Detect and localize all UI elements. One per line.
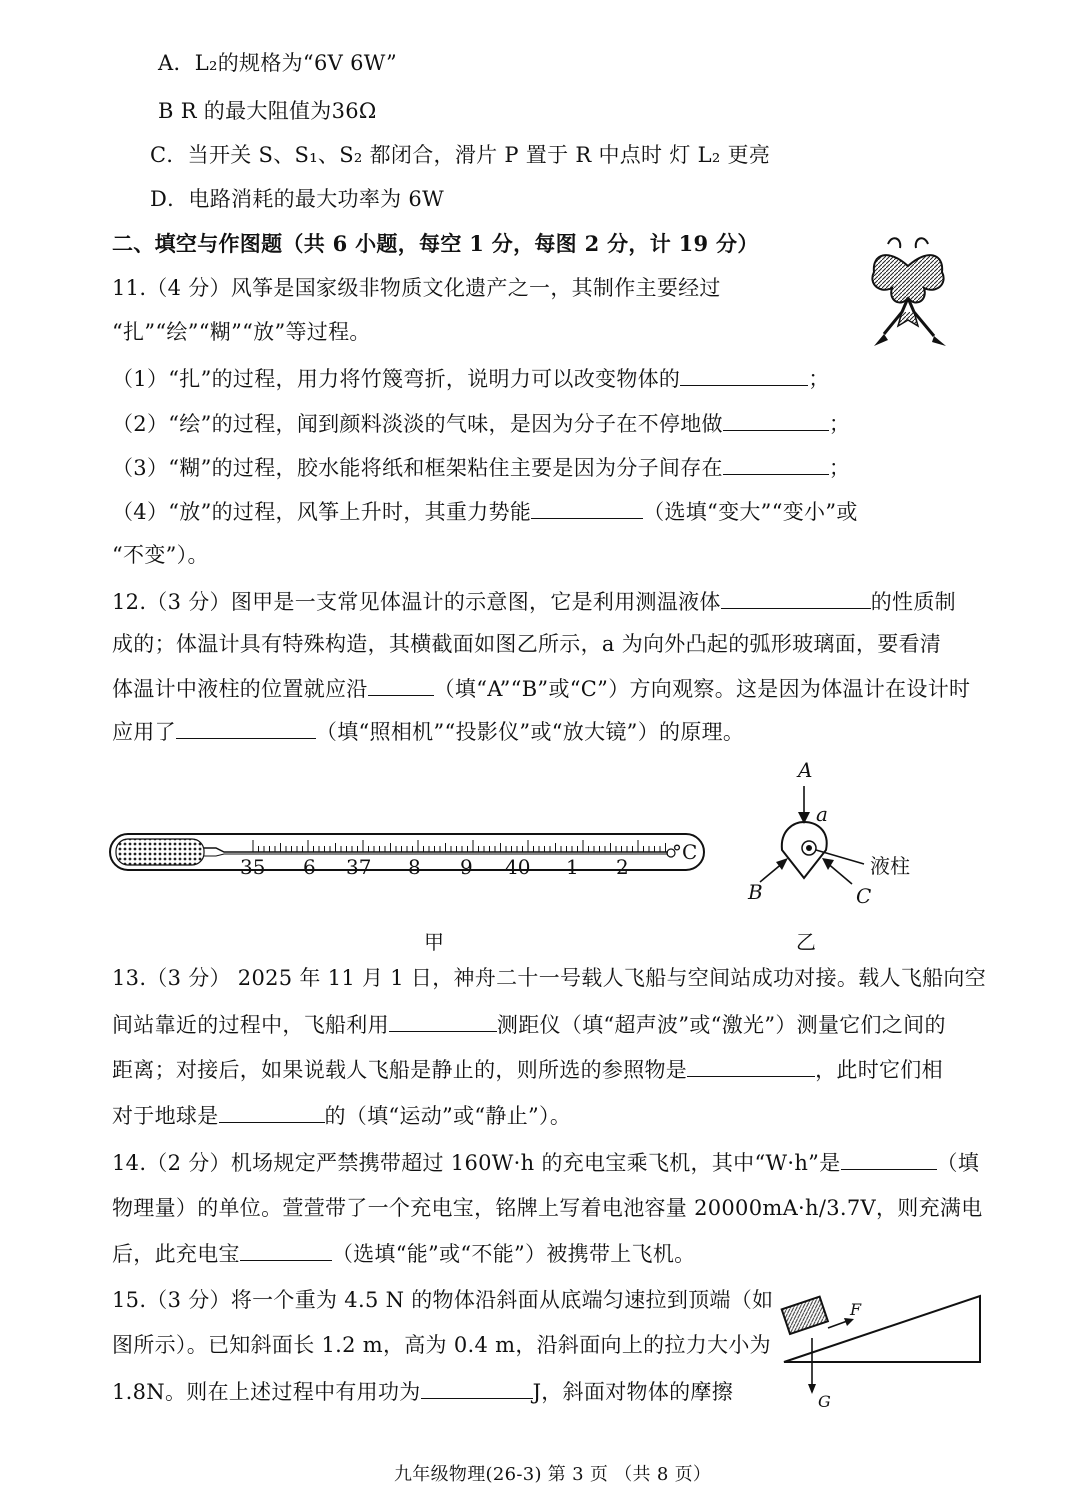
q11-part4-line2: “不变”）。 [112,543,209,567]
answer-blank[interactable] [687,1054,815,1077]
kite-illustration [858,228,958,350]
label-c-direction: C [856,884,872,908]
label-liquid-column: 液柱 [870,854,910,878]
q13-line2: 间站靠近的过程中，飞船利用 测距仪（填“超声波”或“激光”）测量它们之间的 [112,1009,946,1040]
cross-section-figure [740,780,940,910]
tick-label: 40 [505,855,531,879]
q11-part2: （2）“绘”的过程，闻到颜料淡淡的气味，是因为分子在不停地做 ； [112,408,850,439]
q14-line3: 后，此充电宝 （选填“能”或“不能”）被携带上飞机。 [112,1238,695,1269]
q13-line3: 距离；对接后，如果说载人飞船是静止的，则所选的参照物是 ，此时它们相 [112,1054,943,1085]
q15-line1: 15.（3 分）将一个重为 4.5 N 的物体沿斜面从底端匀速拉到顶端（如 [112,1288,774,1312]
answer-blank[interactable] [841,1147,937,1170]
tick-label: 9 [460,855,473,879]
answer-blank[interactable] [240,1238,332,1261]
answer-blank[interactable] [680,363,808,386]
q11-stem-line1: 11.（4 分）风筝是国家级非物质文化遗产之一，其制作主要经过 [112,276,721,300]
figure-caption-jia: 甲 [424,930,444,954]
tick-label: 8 [408,855,421,879]
section-heading: 二、填空与作图题（共 6 小题，每空 1 分，每图 2 分，计 19 分） [112,231,759,256]
label-gravity-g: G [818,1392,831,1411]
label-a-surface: a [816,802,828,826]
q10-option-b: B R 的最大阻值为36Ω [158,99,377,123]
q14-line1: 14.（2 分）机场规定严禁携带超过 160W·h 的充电宝乘飞机，其中“W·h”是 （填 [112,1147,979,1178]
tick-label: 2 [616,855,629,879]
figure-caption-yi: 乙 [796,930,816,954]
q12-line1: 12.（3 分）图甲是一支常见体温计的示意图，它是利用测温液体 的性质制 [112,586,956,617]
q11-stem-line2: “扎”“绘”“糊”“放”等过程。 [112,320,371,344]
page-footer: 九年级物理(26-3) 第 3 页 （共 8 页） [394,1464,712,1485]
q11-part3: （3）“糊”的过程，胶水能将纸和框架粘住主要是因为分子间存在 ； [112,452,850,483]
answer-blank[interactable] [721,586,871,609]
tick-label: 37 [346,855,372,879]
tick-label: 1 [566,855,579,879]
q11-part4: （4）“放”的过程，风筝上升时，其重力势能 （选填“变大”“变小”或 [112,496,858,527]
label-b-direction: B [748,880,763,904]
tick-label: 6 [303,855,316,879]
answer-blank[interactable] [368,673,434,696]
thermometer-unit: °C [672,840,698,864]
label-a-direction: A [798,758,813,782]
q12-line4: 应用了 （填“照相机”“投影仪”或“放大镜”）的原理。 [112,716,744,747]
answer-blank[interactable] [421,1376,533,1399]
answer-blank[interactable] [219,1100,325,1123]
incline-figure [780,1290,1000,1420]
answer-blank[interactable] [176,716,316,739]
label-force-f: F [850,1300,862,1319]
q11-part1: （1）“扎”的过程，用力将竹篾弯折，说明力可以改变物体的 ； [112,363,830,394]
tick-label: 35 [240,855,266,879]
q13-line4: 对于地球是 的（填“运动”或“静止”）。 [112,1100,571,1131]
q12-line3: 体温计中液柱的位置就应沿 （填“A”“B”或“C”）方向观察。这是因为体温计在设计时 [112,673,970,704]
q10-option-a: A．L₂的规格为“6V 6W” [158,51,398,75]
q15-line2: 图所示）。已知斜面长 1.2 m，高为 0.4 m，沿斜面向上的拉力大小为 [112,1333,771,1357]
q15-line3: 1.8N。则在上述过程中有用功为 J，斜面对物体的摩擦 [112,1376,733,1407]
q12-line2: 成的；体温计具有特殊构造，其横截面如图乙所示，a 为向外凸起的弧形玻璃面，要看清 [112,632,942,656]
q10-option-d: D．电路消耗的最大功率为 6W [150,187,444,211]
answer-blank[interactable] [723,408,829,431]
q10-option-c: C．当开关 S、S₁、S₂ 都闭合，滑片 P 置于 R 中点时 灯 L₂ 更亮 [150,143,771,167]
q14-line2: 物理量）的单位。萱萱带了一个充电宝，铭牌上写着电池容量 20000mA·h/3.7V，则充满电 [112,1196,983,1220]
answer-blank[interactable] [531,496,643,519]
q13-line1: 13.（3 分） 2025 年 11 月 1 日，神舟二十一号载人飞船与空间站成功对接。载人飞船向空 [112,966,987,990]
answer-blank[interactable] [723,452,829,475]
answer-blank[interactable] [389,1009,497,1032]
